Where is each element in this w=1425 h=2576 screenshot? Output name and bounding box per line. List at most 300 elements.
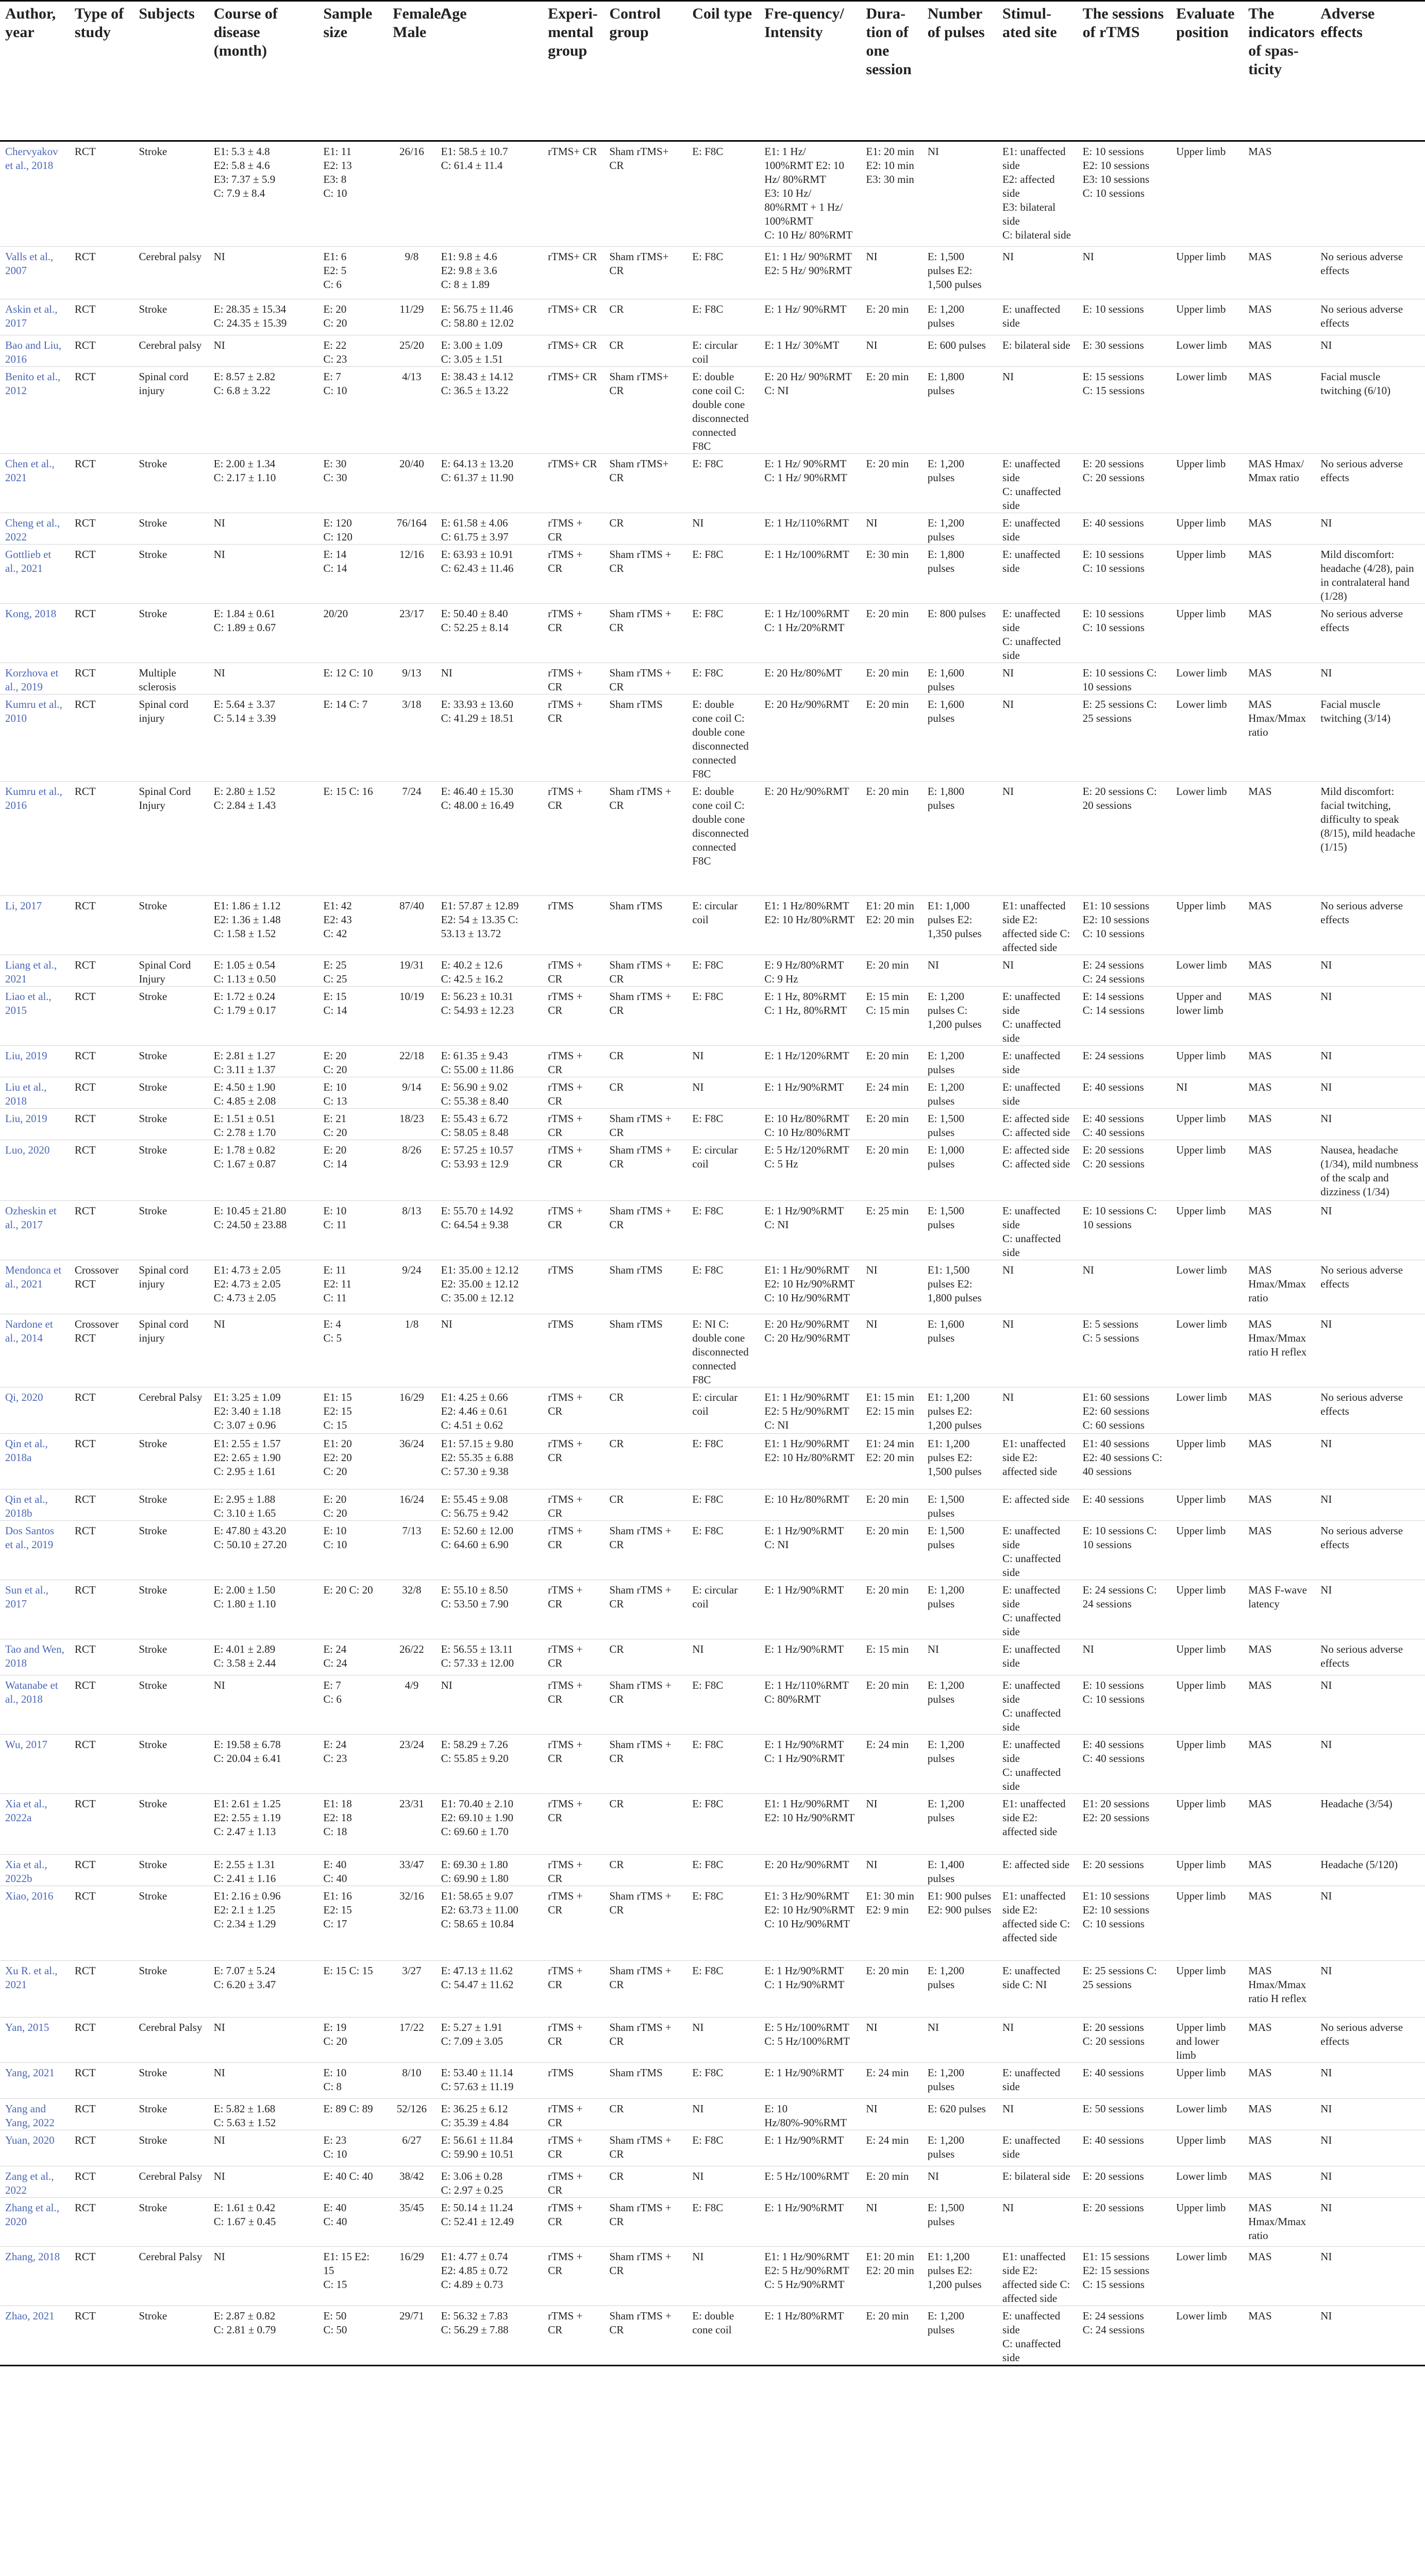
cell-duration: E: 30 min <box>866 548 909 561</box>
cell-type-of-study: RCT <box>74 457 96 470</box>
cell-coil-type: E: double cone coil C: double cone disconnected connected F8C <box>692 785 749 867</box>
cell-type-of-study: RCT <box>74 2103 96 2115</box>
cell-sessions: E: 24 sessions C: 24 sessions <box>1082 1584 1157 1610</box>
cell-sessions: E: 40 sessions <box>1082 1081 1144 1093</box>
cell-female-male: 9/24 <box>402 1264 422 1276</box>
cell-adverse-effects: Facial muscle twitching (6/10) <box>1320 370 1391 397</box>
cell-experimental-group: rTMS + CR <box>548 2250 583 2277</box>
cell-stimulated-site: E: bilateral side <box>1002 2170 1070 2182</box>
cell-adverse-effects: NI <box>1320 667 1332 679</box>
cell-type-of-study: RCT <box>74 1437 96 1450</box>
cell-female-male: 4/13 <box>402 370 422 383</box>
cell-duration: E1: 20 min E2: 10 min E3: 30 min <box>866 145 914 185</box>
cell-number-of-pulses: E: 1,200 pulses <box>927 2310 964 2336</box>
cell-sessions: E1: 15 sessions E2: 15 sessions C: 15 sessions <box>1082 2250 1150 2291</box>
cell-evaluate-position: Upper limb and lower limb <box>1176 2021 1226 2061</box>
table-row <box>0 2099 1425 2130</box>
cell-adverse-effects: Headache (5/120) <box>1320 1858 1398 1871</box>
cell-coil-type: E: NI C: double cone disconnected connected F8C <box>692 1318 749 1386</box>
table-row <box>0 367 1425 454</box>
cell-control-group: Sham rTMS + CR <box>609 2250 672 2277</box>
cell-age: E: 36.25 ± 6.12 C: 35.39 ± 4.84 <box>441 2103 509 2129</box>
cell-indicators: MAS F-wave latency <box>1248 1584 1307 1610</box>
cell-stimulated-site: E1: unaffected side E2: affected side C: affected side <box>1002 2250 1070 2304</box>
cell-subjects: Stroke <box>139 900 167 912</box>
cell-course-of-disease: E1: 3.25 ± 1.09 E2: 3.40 ± 1.18 C: 3.07 ± 0.96 <box>213 1391 281 1431</box>
cell-type-of-study: RCT <box>74 667 96 679</box>
cell-adverse-effects: NI <box>1320 1584 1332 1596</box>
cell-coil-type: E: F8C <box>692 2134 724 2146</box>
cell-stimulated-site: E: unaffected side <box>1002 548 1061 574</box>
cell-duration: NI <box>866 2103 878 2115</box>
cell-coil-type: NI <box>692 517 704 529</box>
cell-duration: NI <box>866 1858 878 1871</box>
cell-stimulated-site: E: bilateral side <box>1002 339 1070 351</box>
table-row <box>0 1961 1425 2018</box>
cell-evaluate-position: Upper limb <box>1176 1144 1226 1156</box>
cell-evaluate-position: Lower limb <box>1176 698 1227 710</box>
cell-control-group: Sham rTMS+ CR <box>609 250 669 277</box>
cell-sample-size: E: 11 E2: 11 C: 11 <box>323 1264 351 1304</box>
cell-author: Valls et al., 2007 <box>5 250 54 277</box>
cell-subjects: Cerebral Palsy <box>139 2021 203 2033</box>
cell-sessions: E: 10 sessions C: 10 sessions <box>1082 607 1145 634</box>
cell-age: NI <box>441 1318 452 1330</box>
cell-stimulated-site: NI <box>1002 2103 1014 2115</box>
cell-frequency-intensity: E1: 1 Hz/90%RMT E2: 10 Hz/90%RMT C: 10 Hz/90%RMT <box>764 1264 855 1304</box>
cell-female-male: 10/19 <box>399 990 424 1003</box>
cell-course-of-disease: E: 10.45 ± 21.80 C: 24.50 ± 23.88 <box>213 1205 287 1231</box>
cell-experimental-group: rTMS + CR <box>548 1437 583 1464</box>
cell-number-of-pulses: E: 1,500 pulses <box>927 1112 964 1139</box>
cell-sessions: E: 40 sessions <box>1082 517 1144 529</box>
cell-sample-size: E: 15 C: 14 <box>323 990 347 1016</box>
cell-female-male: 23/17 <box>399 607 424 620</box>
cell-sample-size: E1: 15 E2: 15 C: 15 <box>323 1391 352 1431</box>
table-row <box>0 1675 1425 1735</box>
cell-sessions: E: 40 sessions <box>1082 2134 1144 2146</box>
cell-evaluate-position: Lower limb <box>1176 1264 1227 1276</box>
cell-age: E: 50.40 ± 8.40 C: 52.25 ± 8.14 <box>441 607 509 634</box>
cell-course-of-disease: E: 2.80 ± 1.52 C: 2.84 ± 1.43 <box>213 785 276 811</box>
cell-coil-type: E: F8C <box>692 250 724 263</box>
cell-evaluate-position: Lower limb <box>1176 785 1227 798</box>
cell-sample-size: E: 15 C: 15 <box>323 1964 373 1977</box>
cell-indicators: MAS <box>1248 900 1272 912</box>
cell-indicators: MAS <box>1248 1890 1272 1902</box>
cell-coil-type: E: circular coil <box>692 339 738 365</box>
cell-subjects: Stroke <box>139 1643 167 1655</box>
cell-number-of-pulses: E1: 900 pulses E2: 900 pulses <box>927 1890 992 1916</box>
cell-duration: E: 25 min <box>866 1205 909 1217</box>
cell-coil-type: E: F8C <box>692 1964 724 1977</box>
cell-type-of-study: RCT <box>74 2021 96 2033</box>
cell-indicators: MAS <box>1248 2170 1272 2182</box>
cell-number-of-pulses: E: 1,500 pulses E2: 1,500 pulses <box>927 250 982 291</box>
cell-control-group: Sham rTMS + CR <box>609 990 672 1016</box>
cell-adverse-effects: No serious adverse effects <box>1320 607 1403 634</box>
table-row <box>0 1489 1425 1521</box>
cell-age: E: 3.06 ± 0.28 C: 2.97 ± 0.25 <box>441 2170 504 2196</box>
cell-experimental-group: rTMS + CR <box>548 1858 583 1885</box>
cell-duration: NI <box>866 250 878 263</box>
cell-control-group: Sham rTMS+ CR <box>609 145 669 172</box>
cell-adverse-effects: NI <box>1320 2170 1332 2182</box>
cell-duration: NI <box>866 1318 878 1330</box>
cell-duration: E: 24 min <box>866 2134 909 2146</box>
header-course-of-disease: Course of disease (month) <box>209 1 318 141</box>
cell-sessions: NI <box>1082 1264 1094 1276</box>
cell-experimental-group: rTMS + CR <box>548 698 583 724</box>
cell-number-of-pulses: NI <box>927 2021 939 2033</box>
cell-adverse-effects: No serious adverse effects <box>1320 2021 1403 2047</box>
cell-sample-size: E: 40 C: 40 <box>323 2201 347 2228</box>
cell-adverse-effects: No serious adverse effects <box>1320 1391 1403 1417</box>
cell-age: NI <box>441 1679 452 1691</box>
cell-type-of-study: RCT <box>74 517 96 529</box>
cell-number-of-pulses: E: 1,500 pulses <box>927 1493 964 1519</box>
cell-evaluate-position: Lower limb <box>1176 667 1227 679</box>
cell-frequency-intensity: E: 10 Hz/80%RMT C: 10 Hz/80%RMT <box>764 1112 850 1139</box>
cell-adverse-effects: No serious adverse effects <box>1320 303 1403 329</box>
cell-evaluate-position: Upper limb <box>1176 2201 1226 2214</box>
header-sessions: The sessions of rTMS <box>1078 1 1171 141</box>
cell-duration: E: 20 min <box>866 1524 909 1537</box>
cell-subjects: Stroke <box>139 607 167 620</box>
cell-stimulated-site: E1: unaffected side E2: affected side C: affected side <box>1002 900 1070 954</box>
cell-duration: NI <box>866 517 878 529</box>
cell-subjects: Stroke <box>139 145 167 158</box>
cell-indicators: MAS <box>1248 1524 1272 1537</box>
cell-evaluate-position: NI <box>1176 1081 1188 1093</box>
cell-frequency-intensity: E: 20 Hz/90%RMT <box>764 1858 849 1871</box>
cell-control-group: CR <box>609 1643 624 1655</box>
cell-age: E: 47.13 ± 11.62 C: 54.47 ± 11.62 <box>441 1964 514 1991</box>
cell-evaluate-position: Upper limb <box>1176 1205 1226 1217</box>
cell-female-male: 9/13 <box>402 667 422 679</box>
cell-age: E: 50.14 ± 11.24 C: 52.41 ± 12.49 <box>441 2201 514 2228</box>
cell-course-of-disease: E: 19.58 ± 6.78 C: 20.04 ± 6.41 <box>213 1738 281 1765</box>
cell-number-of-pulses: E: 1,800 pulses <box>927 370 964 397</box>
cell-control-group: Sham rTMS <box>609 698 663 710</box>
cell-adverse-effects: NI <box>1320 1081 1332 1093</box>
cell-age: E: 64.13 ± 13.20 C: 61.37 ± 11.90 <box>441 457 514 484</box>
cell-subjects: Spinal cord injury <box>139 370 189 397</box>
cell-sample-size: E: 4 C: 5 <box>323 1318 342 1344</box>
cell-author: Luo, 2020 <box>5 1144 50 1156</box>
cell-number-of-pulses: E: 1,200 pulses <box>927 1738 964 1765</box>
cell-coil-type: E: F8C <box>692 303 724 315</box>
cell-adverse-effects: Facial muscle twitching (3/14) <box>1320 698 1391 724</box>
cell-control-group: Sham rTMS <box>609 1264 663 1276</box>
cell-number-of-pulses: E: 600 pulses <box>927 339 986 351</box>
cell-evaluate-position: Upper limb <box>1176 303 1226 315</box>
cell-experimental-group: rTMS+ CR <box>548 250 597 263</box>
cell-sample-size: E: 20 C: 20 <box>323 1049 347 1076</box>
cell-sessions: E1: 10 sessions E2: 10 sessions C: 10 sessions <box>1082 1890 1150 1930</box>
cell-course-of-disease: NI <box>213 250 225 263</box>
cell-number-of-pulses: E: 1,200 pulses C: 1,200 pulses <box>927 990 982 1030</box>
cell-course-of-disease: E: 1.51 ± 0.51 C: 2.78 ± 1.70 <box>213 1112 276 1139</box>
cell-female-male: 33/47 <box>399 1858 424 1871</box>
cell-control-group: Sham rTMS + CR <box>609 607 672 634</box>
table-row <box>0 604 1425 663</box>
cell-author: Zang et al., 2022 <box>5 2170 54 2196</box>
cell-adverse-effects: No serious adverse effects <box>1320 1264 1403 1290</box>
cell-experimental-group: rTMS + CR <box>548 517 583 543</box>
cell-female-male: 16/24 <box>399 1493 424 1505</box>
cell-subjects: Stroke <box>139 990 167 1003</box>
cell-duration: NI <box>866 2201 878 2214</box>
cell-sample-size: E1: 11 E2: 13 E3: 8 C: 10 <box>323 145 352 199</box>
cell-experimental-group: rTMS + CR <box>548 1964 583 1991</box>
cell-coil-type: E: circular coil <box>692 1391 738 1417</box>
cell-sessions: E: 50 sessions <box>1082 2103 1144 2115</box>
cell-sessions: E: 20 sessions C: 20 sessions <box>1082 785 1157 811</box>
cell-experimental-group: rTMS + CR <box>548 1081 583 1107</box>
cell-stimulated-site: E: unaffected side C: unaffected side <box>1002 1524 1061 1579</box>
cell-sample-size: E: 50 C: 50 <box>323 2310 347 2336</box>
cell-coil-type: E: F8C <box>692 1112 724 1125</box>
cell-evaluate-position: Lower limb <box>1176 2310 1227 2322</box>
cell-coil-type: E: F8C <box>692 1493 724 1505</box>
cell-number-of-pulses: E: 1,200 pulses <box>927 1798 964 1824</box>
cell-sessions: E: 10 sessions C: 10 sessions <box>1082 1524 1157 1551</box>
cell-adverse-effects: Nausea, headache (1/34), mild numbness of the scalp and dizziness (1/34) <box>1320 1144 1418 1198</box>
cell-experimental-group: rTMS + CR <box>548 607 583 634</box>
cell-adverse-effects: NI <box>1320 1890 1332 1902</box>
cell-evaluate-position: Upper limb <box>1176 1437 1226 1450</box>
cell-duration: E: 20 min <box>866 1112 909 1125</box>
cell-sample-size: E: 24 C: 23 <box>323 1738 347 1765</box>
cell-frequency-intensity: E1: 1 Hz/ 100%RMT E2: 10 Hz/ 80%RMT E3: 10 Hz/ 80%RMT + 1 Hz/ 100%RMT C: 10 Hz/ 80%RMT <box>764 145 853 241</box>
cell-course-of-disease: E1: 2.55 ± 1.57 E2: 2.65 ± 1.90 C: 2.95 ± 1.61 <box>213 1437 281 1478</box>
cell-age: E: 56.90 ± 9.02 C: 55.38 ± 8.40 <box>441 1081 509 1107</box>
cell-evaluate-position: Upper limb <box>1176 517 1226 529</box>
cell-stimulated-site: NI <box>1002 370 1014 383</box>
cell-subjects: Stroke <box>139 1524 167 1537</box>
cell-stimulated-site: E: unaffected side C: unaffected side <box>1002 1679 1061 1733</box>
cell-course-of-disease: NI <box>213 2134 225 2146</box>
cell-adverse-effects: NI <box>1320 1738 1332 1751</box>
cell-author: Xia et al., 2022b <box>5 1858 47 1885</box>
cell-subjects: Stroke <box>139 2134 167 2146</box>
cell-sessions: E: 24 sessions C: 24 sessions <box>1082 959 1145 985</box>
cell-indicators: MAS <box>1248 145 1272 158</box>
table-row <box>0 1434 1425 1489</box>
header-coil-type: Coil type <box>687 1 759 141</box>
header-experimental-group: Experi-mental group <box>543 1 604 141</box>
cell-stimulated-site: NI <box>1002 785 1014 798</box>
cell-number-of-pulses: E: 1,200 pulses <box>927 1679 964 1705</box>
cell-sample-size: E: 40 C: 40 <box>323 2170 373 2182</box>
cell-indicators: MAS <box>1248 1738 1272 1751</box>
cell-indicators: MAS <box>1248 2250 1272 2263</box>
cell-number-of-pulses: E: 1,200 pulses <box>927 303 964 329</box>
table-row <box>0 1735 1425 1794</box>
cell-indicators: MAS <box>1248 1643 1272 1655</box>
cell-sessions: E: 20 sessions C: 20 sessions <box>1082 1144 1145 1170</box>
cell-type-of-study: RCT <box>74 303 96 315</box>
cell-subjects: Stroke <box>139 548 167 561</box>
cell-coil-type: E: F8C <box>692 1205 724 1217</box>
cell-sample-size: E: 20 C: 20 <box>323 1493 347 1519</box>
cell-number-of-pulses: E: 620 pulses <box>927 2103 986 2115</box>
cell-sessions: E: 20 sessions <box>1082 2201 1144 2214</box>
cell-stimulated-site: E: unaffected side <box>1002 2134 1061 2160</box>
cell-number-of-pulses: E: 1,600 pulses <box>927 698 964 724</box>
cell-adverse-effects: No serious adverse effects <box>1320 250 1403 277</box>
cell-indicators: MAS Hmax/Mmax ratio H reflex <box>1248 1964 1307 2005</box>
cell-control-group: CR <box>609 1858 624 1871</box>
cell-duration: E: 20 min <box>866 2310 909 2322</box>
cell-author: Kumru et al., 2016 <box>5 785 62 811</box>
cell-frequency-intensity: E1: 1 Hz/90%RMT E2: 5 Hz/90%RMT C: NI <box>764 1391 849 1431</box>
cell-frequency-intensity: E1: 1 Hz/90%RMT E2: 10 Hz/90%RMT <box>764 1798 855 1824</box>
cell-subjects: Cerebral palsy <box>139 250 202 263</box>
cell-female-male: 6/27 <box>402 2134 422 2146</box>
cell-course-of-disease: E: 28.35 ± 15.34 C: 24.35 ± 15.39 <box>213 303 287 329</box>
cell-evaluate-position: Upper limb <box>1176 900 1226 912</box>
cell-type-of-study: RCT <box>74 1524 96 1537</box>
cell-author: Nardone et al., 2014 <box>5 1318 53 1344</box>
table-row <box>0 545 1425 604</box>
cell-experimental-group: rTMS <box>548 1318 574 1330</box>
cell-type-of-study: RCT <box>74 1679 96 1691</box>
cell-evaluate-position: Upper limb <box>1176 1738 1226 1751</box>
cell-sample-size: E: 25 C: 25 <box>323 959 347 985</box>
cell-sessions: NI <box>1082 250 1094 263</box>
cell-frequency-intensity: E: 1 Hz/100%RMT <box>764 548 849 561</box>
cell-type-of-study: RCT <box>74 607 96 620</box>
header-duration: Dura-tion of one session <box>861 1 922 141</box>
cell-coil-type: NI <box>692 1643 704 1655</box>
cell-frequency-intensity: E: 20 Hz/90%RMT <box>764 785 849 798</box>
cell-sessions: E: 20 sessions C: 20 sessions <box>1082 457 1145 484</box>
cell-indicators: MAS Hmax/Mmax ratio H reflex <box>1248 1318 1307 1358</box>
cell-evaluate-position: Lower limb <box>1176 2103 1227 2115</box>
cell-number-of-pulses: E: 1,500 pulses <box>927 2201 964 2228</box>
cell-frequency-intensity: E: 1 Hz/ 90%RMT C: 1 Hz/ 90%RMT <box>764 457 847 484</box>
cell-female-male: 26/22 <box>399 1643 424 1655</box>
cell-sample-size: E: 14 C: 7 <box>323 698 368 710</box>
cell-duration: NI <box>866 2021 878 2033</box>
cell-course-of-disease: E1: 2.61 ± 1.25 E2: 2.55 ± 1.19 C: 2.47 ± 1.13 <box>213 1798 281 1838</box>
cell-sessions: E: 5 sessions C: 5 sessions <box>1082 1318 1139 1344</box>
cell-course-of-disease: E: 1.61 ± 0.42 C: 1.67 ± 0.45 <box>213 2201 276 2228</box>
cell-coil-type: NI <box>692 1081 704 1093</box>
cell-duration: E1: 20 min E2: 20 min <box>866 2250 914 2277</box>
cell-number-of-pulses: E: 1,200 pulses <box>927 1081 964 1107</box>
header-author: Author, year <box>0 1 70 141</box>
cell-experimental-group: rTMS + CR <box>548 1524 583 1551</box>
cell-experimental-group: rTMS + CR <box>548 1493 583 1519</box>
cell-experimental-group: rTMS + CR <box>548 1049 583 1076</box>
cell-subjects: Spinal cord injury <box>139 1264 189 1290</box>
cell-subjects: Stroke <box>139 1890 167 1902</box>
cell-indicators: MAS Hmax/Mmax ratio <box>1248 698 1306 738</box>
cell-age: E: 55.45 ± 9.08 C: 56.75 ± 9.42 <box>441 1493 509 1519</box>
cell-coil-type: E: F8C <box>692 1738 724 1751</box>
cell-sessions: E: 15 sessions C: 15 sessions <box>1082 370 1145 397</box>
cell-sessions: E: 14 sessions C: 14 sessions <box>1082 990 1145 1016</box>
cell-sample-size: E: 7 C: 6 <box>323 1679 342 1705</box>
cell-female-male: 18/23 <box>399 1112 424 1125</box>
cell-adverse-effects: NI <box>1320 959 1332 971</box>
cell-subjects: Stroke <box>139 2103 167 2115</box>
cell-duration: E: 20 min <box>866 785 909 798</box>
cell-course-of-disease: E: 5.82 ± 1.68 C: 5.63 ± 1.52 <box>213 2103 276 2129</box>
table-row <box>0 2198 1425 2247</box>
cell-frequency-intensity: E: 10 Hz/80%-90%RMT <box>764 2103 847 2129</box>
cell-stimulated-site: NI <box>1002 2021 1014 2033</box>
table-row <box>0 2306 1425 2366</box>
cell-author: Liu, 2019 <box>5 1049 47 1062</box>
cell-number-of-pulses: E1: 1,000 pulses E2: 1,350 pulses <box>927 900 982 940</box>
cell-sample-size: E: 20 C: 14 <box>323 1144 347 1170</box>
cell-control-group: CR <box>609 1437 624 1450</box>
cell-course-of-disease: E: 47.80 ± 43.20 C: 50.10 ± 27.20 <box>213 1524 287 1551</box>
cell-number-of-pulses: E: 1,200 pulses <box>927 1049 964 1076</box>
cell-frequency-intensity: E: 1 Hz/90%RMT <box>764 2201 844 2214</box>
cell-age: E: 61.35 ± 9.43 C: 55.00 ± 11.86 <box>441 1049 514 1076</box>
cell-indicators: MAS <box>1248 339 1272 351</box>
cell-evaluate-position: Lower limb <box>1176 2170 1227 2182</box>
cell-number-of-pulses: E: 1,600 pulses <box>927 667 964 693</box>
cell-course-of-disease: NI <box>213 2170 225 2182</box>
cell-coil-type: E: F8C <box>692 959 724 971</box>
cell-indicators: MAS Hmax/ Mmax ratio <box>1248 457 1304 484</box>
cell-coil-type: NI <box>692 2250 704 2263</box>
table-row <box>0 1580 1425 1639</box>
cell-frequency-intensity: E: 1 Hz/100%RMT C: 1 Hz/20%RMT <box>764 607 849 634</box>
cell-evaluate-position: Upper limb <box>1176 2134 1226 2146</box>
cell-sample-size: 20/20 <box>323 607 348 620</box>
cell-number-of-pulses: E: 1,200 pulses <box>927 2066 964 2093</box>
cell-age: E: 63.93 ± 10.91 C: 62.43 ± 11.46 <box>441 548 514 574</box>
cell-number-of-pulses: E1: 1,200 pulses E2: 1,200 pulses <box>927 1391 982 1431</box>
cell-frequency-intensity: E: 20 Hz/ 90%RMT C: NI <box>764 370 852 397</box>
table-row <box>0 1794 1425 1855</box>
cell-coil-type: E: F8C <box>692 1524 724 1537</box>
cell-experimental-group: rTMS+ CR <box>548 457 597 470</box>
cell-control-group: Sham rTMS + CR <box>609 2021 672 2047</box>
cell-indicators: MAS Hmax/Mmax ratio <box>1248 1264 1306 1304</box>
cell-course-of-disease: E: 2.00 ± 1.50 C: 1.80 ± 1.10 <box>213 1584 276 1610</box>
cell-type-of-study: RCT <box>74 1584 96 1596</box>
cell-course-of-disease: E: 7.07 ± 5.24 C: 6.20 ± 3.47 <box>213 1964 276 1991</box>
cell-frequency-intensity: E: 1 Hz/90%RMT <box>764 1643 844 1655</box>
cell-sample-size: E: 15 C: 16 <box>323 785 373 798</box>
cell-type-of-study: Crossover RCT <box>74 1264 119 1290</box>
cell-age: E: 55.43 ± 6.72 C: 58.05 ± 8.48 <box>441 1112 509 1139</box>
cell-duration: E1: 24 min E2: 20 min <box>866 1437 914 1464</box>
cell-type-of-study: RCT <box>74 1738 96 1751</box>
cell-type-of-study: RCT <box>74 370 96 383</box>
cell-sessions: E: 24 sessions C: 24 sessions <box>1082 2310 1145 2336</box>
cell-indicators: MAS <box>1248 2066 1272 2079</box>
cell-course-of-disease: E: 1.84 ± 0.61 C: 1.89 ± 0.67 <box>213 607 276 634</box>
cell-female-male: 29/71 <box>399 2310 424 2322</box>
cell-age: E1: 58.65 ± 9.07 E2: 63.73 ± 11.00 C: 58.65 ± 10.84 <box>441 1890 518 1930</box>
cell-stimulated-site: NI <box>1002 250 1014 263</box>
cell-author: Liu et al., 2018 <box>5 1081 47 1107</box>
cell-sessions: E1: 40 sessions E2: 40 sessions C: 40 sessions <box>1082 1437 1163 1478</box>
cell-frequency-intensity: E: 20 Hz/90%RMT <box>764 698 849 710</box>
cell-author: Bao and Liu, 2016 <box>5 339 62 365</box>
cell-type-of-study: RCT <box>74 959 96 971</box>
cell-stimulated-site: E: unaffected side C: unaffected side <box>1002 1205 1061 1259</box>
